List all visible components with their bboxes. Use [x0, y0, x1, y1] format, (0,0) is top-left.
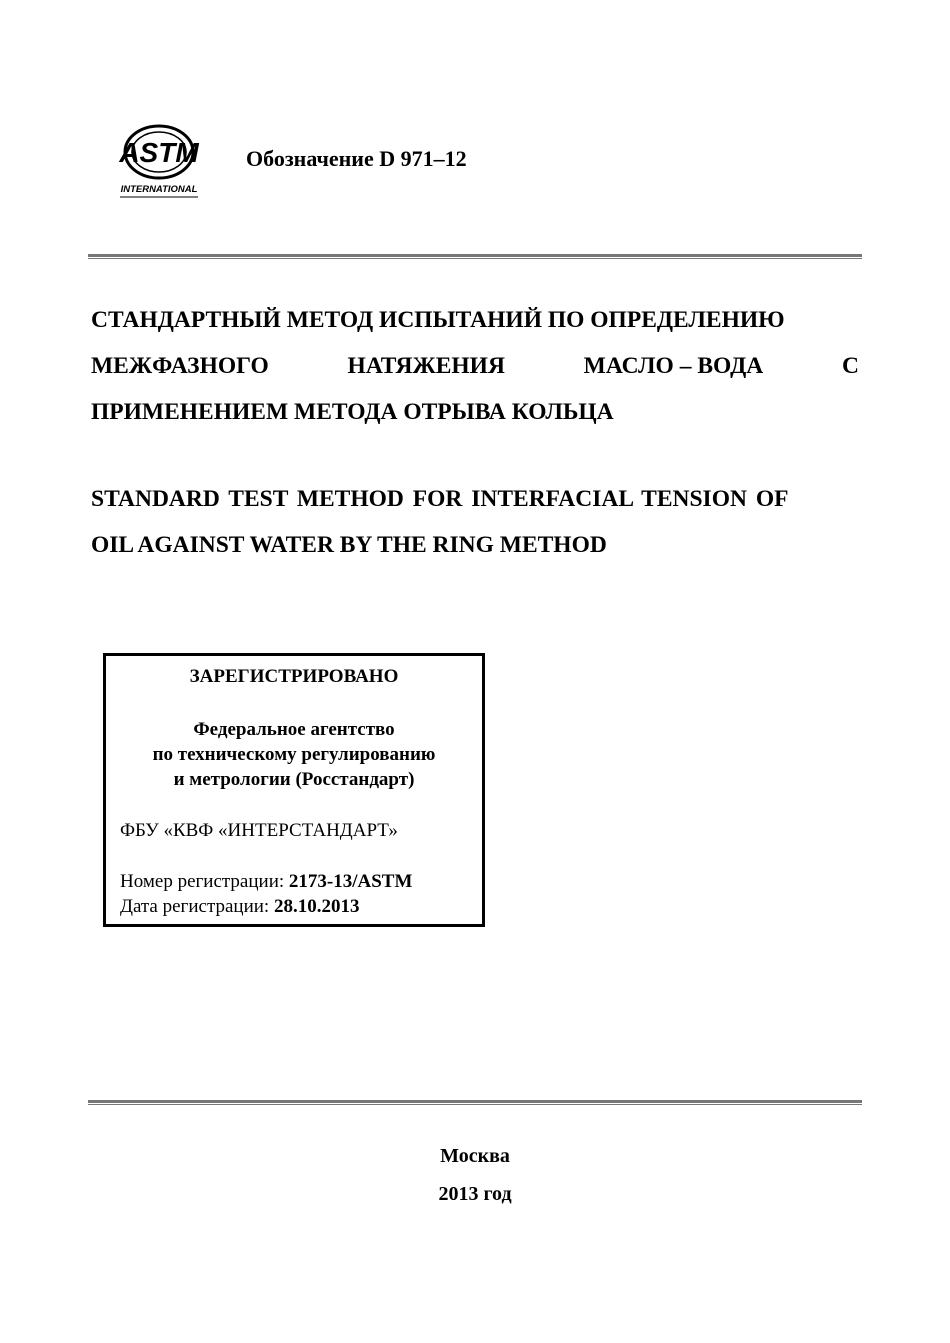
title-russian — [91, 297, 859, 435]
title-english — [91, 476, 859, 568]
standard-designation: Обозначение D 971–12 — [246, 146, 467, 171]
registration-number-label: Номер регистрации: — [120, 871, 289, 892]
registration-date-value: 28.10.2013 — [273, 896, 360, 917]
stamp-heading: ЗАРЕГИСТРИРОВАНО — [189, 666, 399, 687]
title-en-line-2: OIL AGAINST WATER BY THE RING METHOD — [91, 532, 607, 558]
bottom-divider — [88, 1100, 862, 1105]
agency-line-1: Федеральное агентство — [193, 719, 395, 740]
agency-line-3: и метрологии (Росстандарт) — [173, 769, 415, 790]
title-ru-line-1: СТАНДАРТНЫЙ МЕТОД ИСПЫТАНИЙ ПО ОПРЕДЕЛЕНИЮ — [91, 307, 785, 333]
logo-subtext: INTERNATIONAL — [120, 184, 198, 195]
astm-logo-icon — [116, 122, 202, 200]
agency-line-2: по техническому регулированию — [152, 744, 436, 765]
registration-date-label: Дата регистрации: — [120, 896, 274, 917]
registration-date — [120, 896, 359, 918]
top-divider — [88, 254, 862, 259]
registration-number — [120, 871, 412, 893]
footer-city: Москва — [440, 1145, 510, 1167]
registration-number-value: 2173-13/ASTM — [288, 871, 413, 892]
title-ru-line-3: ПРИМЕНЕНИЕМ МЕТОДА ОТРЫВА КОЛЬЦА — [91, 399, 614, 425]
logo-mark: ASTM — [119, 137, 199, 168]
organization-name: ФБУ «КВФ «ИНТЕРСТАНДАРТ» — [120, 820, 398, 841]
title-en-line-1: STANDARD TEST METHOD FOR INTERFACIAL TENSION OF — [91, 486, 789, 512]
registration-stamp — [103, 653, 485, 927]
footer-year: 2013 год — [438, 1183, 512, 1205]
astm-logo — [116, 122, 202, 200]
title-ru-line-2: МЕЖФАЗНОГО НАТЯЖЕНИЯ МАСЛО – ВОДА С — [91, 353, 859, 379]
